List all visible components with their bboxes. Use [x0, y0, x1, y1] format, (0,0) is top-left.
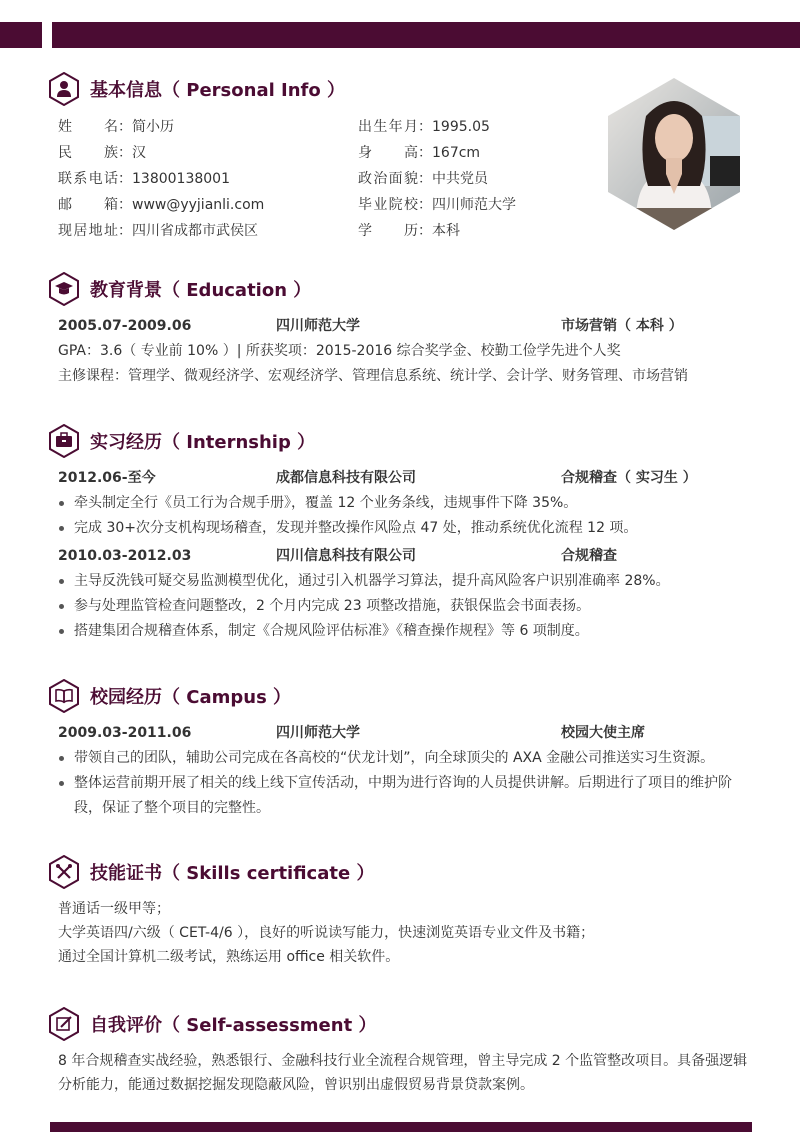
graduation-cap-icon	[48, 272, 80, 306]
education-school: 四川师范大学	[276, 318, 360, 334]
section-header	[48, 679, 752, 713]
education-courses: 主修课程：管理学、微观经济学、宏观经济学、管理信息系统、统计学、会计学、财务管理、市场营销	[58, 368, 688, 384]
education-row-head	[48, 314, 752, 339]
job-row-head	[48, 466, 752, 491]
section-title: 校园经历（ Campus ）	[90, 687, 292, 708]
section-title: 教育背景（ Education ）	[90, 280, 312, 301]
section-header	[48, 855, 752, 889]
list-item: 参与处理监管检查问题整改，2 个月内完成 23 项整改措施，获银保监会书面表扬。	[48, 594, 752, 619]
info-ethnicity: 民 族：汉	[58, 145, 146, 161]
info-birth: 出生年月：1995.05	[358, 119, 490, 135]
education-gpa: GPA：3.6（ 专业前 10% ）| 所获奖项：2015-2016 综合奖学金、校勤工俭学先进个人奖	[58, 343, 621, 359]
info-email: 邮 箱：www@yyjianli.com	[58, 197, 265, 213]
section-title: 基本信息（ Personal Info ）	[90, 80, 345, 101]
section-self-assessment	[48, 1007, 752, 1107]
list-item: 搭建集团合规稽查体系，制定《合规风险评估标准》《稽查操作规程》等 6 项制度。	[48, 619, 752, 644]
info-address: 现居地址：四川省成都市武侯区	[58, 223, 258, 239]
job-role: 合规稽查	[561, 548, 617, 564]
section-title: 技能证书（ Skills certificate ）	[90, 863, 375, 884]
section-header	[48, 1007, 752, 1041]
list-item: 带领自己的团队，辅助公司完成在各高校的“伏龙计划”，向全球顶尖的 AXA 金融公司推送实习生资源。	[48, 746, 752, 771]
book-icon	[48, 679, 80, 713]
skill-line: 大学英语四/六级（ CET-4/6 ），良好的听说读写能力，快速浏览英语专业文件及书籍；	[58, 925, 595, 941]
header-bar-left	[0, 22, 42, 48]
section-header	[48, 272, 752, 306]
section-header	[48, 424, 752, 458]
job-role: 合规稽查（ 实习生 ）	[561, 470, 697, 486]
section-title: 实习经历（ Internship ）	[90, 432, 316, 453]
job-row-head	[48, 544, 752, 569]
job-company: 成都信息科技有限公司	[276, 470, 416, 486]
tools-icon	[48, 855, 80, 889]
job-date: 2010.03-2012.03	[58, 548, 192, 564]
info-school: 毕业院校：四川师范大学	[358, 197, 516, 213]
section-basic-info	[48, 72, 752, 242]
basic-info-grid	[58, 114, 578, 244]
briefcase-icon	[48, 424, 80, 458]
job-company: 四川信息科技有限公司	[276, 548, 416, 564]
list-item: 整体运营前期开展了相关的线上线下宣传活动，中期为进行咨询的人员提供讲解。后期进行了项目的维护阶段，保证了整个项目的完整性。	[48, 771, 752, 821]
edit-icon	[48, 1007, 80, 1041]
section-education	[48, 272, 752, 392]
info-phone: 联系电话：13800138001	[58, 171, 230, 187]
list-item: 主导反洗钱可疑交易监测模型优化，通过引入机器学习算法，提升高风险客户识别准确率 28%。	[48, 569, 752, 594]
info-name: 姓 名：简小历	[58, 119, 174, 135]
job-date: 2012.06-至今	[58, 470, 156, 486]
section-title: 自我评价（ Self-assessment ）	[90, 1015, 377, 1036]
user-icon	[48, 72, 80, 106]
footer-bar	[50, 1122, 752, 1132]
section-campus	[48, 679, 752, 829]
campus-school: 四川师范大学	[276, 725, 360, 741]
list-item: 完成 30+次分支机构现场稽查，发现并整改操作风险点 47 处，推动系统优化流程 12 项。	[48, 516, 752, 541]
info-height: 身 高：167cm	[358, 145, 481, 161]
list-item: 牵头制定全行《员工行为合规手册》，覆盖 12 个业务条线，违规事件下降 35%。	[48, 491, 752, 516]
education-date: 2005.07-2009.06	[58, 318, 192, 334]
campus-row-head	[48, 721, 752, 746]
skill-line: 普通话一级甲等；	[58, 901, 170, 917]
section-internship	[48, 424, 752, 654]
self-assessment-text: 8 年合规稽查实战经验，熟悉银行、金融科技行业全流程合规管理，曾主导完成 2 个监管整改项目。具备强逻辑分析能力，能通过数据挖掘发现隐蔽风险，曾识别出虚假贸易背景贷款案例。	[58, 1053, 748, 1093]
section-skills	[48, 855, 752, 975]
skill-line: 通过全国计算机二级考试，熟练运用 office 相关软件。	[58, 949, 400, 965]
profile-photo	[606, 76, 742, 232]
info-politics: 政治面貌：中共党员	[358, 171, 488, 187]
info-degree: 学 历：本科	[358, 223, 460, 239]
campus-date: 2009.03-2011.06	[58, 725, 192, 741]
education-major: 市场营销（ 本科 ）	[561, 318, 683, 334]
header-bar-right	[52, 22, 800, 48]
campus-role: 校园大使主席	[561, 725, 645, 741]
